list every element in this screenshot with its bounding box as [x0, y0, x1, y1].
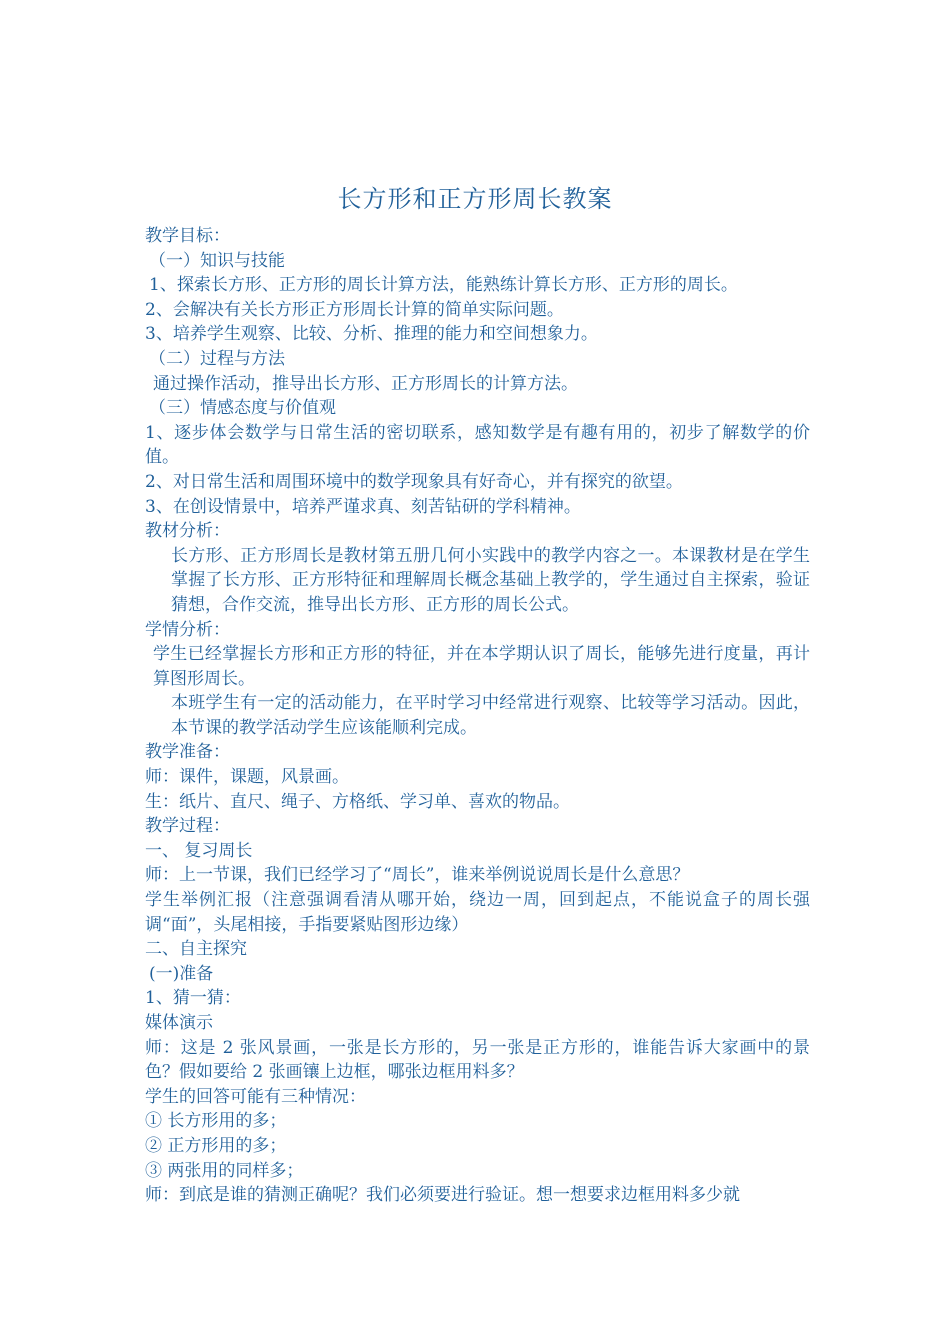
paragraph: 生：纸片、直尺、绳子、方格纸、学习单、喜欢的物品。: [145, 791, 570, 812]
paragraph: ① 长方形用的多；: [145, 1111, 287, 1132]
paragraph: （二）过程与方法: [149, 348, 285, 369]
paragraph: 1、探索长方形、正方形的周长计算方法，能熟练计算长方形、正方形的周长。: [149, 275, 738, 296]
paragraph: ③ 两张用的同样多；: [145, 1160, 304, 1181]
document-title: 长方形和正方形周长教案: [337, 185, 613, 213]
paragraph: 学生举例汇报（注意强调看清从哪开始，绕边一周，回到起点，不能说盒子的周长强调“面”，头尾相接，手指要紧贴图形边缘）: [145, 890, 810, 935]
paragraph: 二、自主探究: [145, 939, 247, 960]
paragraph: ② 正方形用的多；: [145, 1135, 287, 1156]
paragraph: 媒体演示: [145, 1013, 213, 1033]
paragraph: 学生已经掌握长方形和正方形的特征，并在本学期认识了周长，能够先进行度量，再计算图形周长。: [153, 644, 810, 689]
paragraph: 师：这是 2 张风景画，一张是长方形的，另一张是正方形的，谁能告诉大家画中的景色？假如要给 2 张画镶上边框，哪张边框用料多？: [145, 1037, 810, 1083]
paragraph: 学情分析：: [145, 619, 230, 640]
paragraph: 一、 复习周长: [145, 840, 253, 861]
paragraph: 1、猜一猜：: [145, 988, 241, 1009]
paragraph: 教学准备：: [145, 742, 230, 763]
paragraph: 教材分析：: [145, 521, 230, 542]
paragraph: 师：课件，课题，风景画。: [145, 767, 349, 788]
paragraph: 教学目标：: [145, 226, 230, 246]
paragraph: 2、会解决有关长方形正方形周长计算的简单实际问题。: [145, 299, 564, 320]
paragraph: 师：到底是谁的猜测正确呢？我们必须要进行验证。想一想要求边框用料多少就: [145, 1185, 740, 1206]
paragraph: 师：上一节课，我们已经学习了“周长”，谁来举例说说周长是什么意思？: [145, 865, 690, 886]
paragraph: 教学过程：: [145, 816, 230, 837]
paragraph: 学生的回答可能有三种情况：: [145, 1086, 366, 1107]
paragraph: 3、在创设情景中，培养严谨求真、刻苦钻研的学科精神。: [145, 496, 581, 517]
paragraph: 2、对日常生活和周围环境中的数学现象具有好奇心，并有探究的欲望。: [145, 471, 683, 492]
paragraph: （三）情感态度与价值观: [149, 398, 336, 419]
paragraph: 本班学生有一定的活动能力，在平时学习中经常进行观察、比较等学习活动。因此，本节课的教学活动学生应该能顺利完成。: [171, 693, 810, 738]
paragraph: (一)准备: [149, 963, 214, 984]
paragraph: （一）知识与技能: [149, 250, 285, 271]
paragraph: 长方形、正方形周长是教材第五册几何小实践中的教学内容之一。本课教材是在学生掌握了长方形、正方形特征和理解周长概念基础上教学的，学生通过自主探索，验证猜想，合作交流，推导出长方形、正方形的周长公式。: [171, 545, 810, 615]
paragraph: 1、逐步体会数学与日常生活的密切联系，感知数学是有趣有用的，初步了解数学的价值。: [145, 422, 810, 468]
document-body: [145, 224, 810, 1208]
paragraph: 通过操作活动，推导出长方形、正方形周长的计算方法。: [153, 373, 578, 394]
paragraph: 3、培养学生观察、比较、分析、推理的能力和空间想象力。: [145, 324, 598, 345]
